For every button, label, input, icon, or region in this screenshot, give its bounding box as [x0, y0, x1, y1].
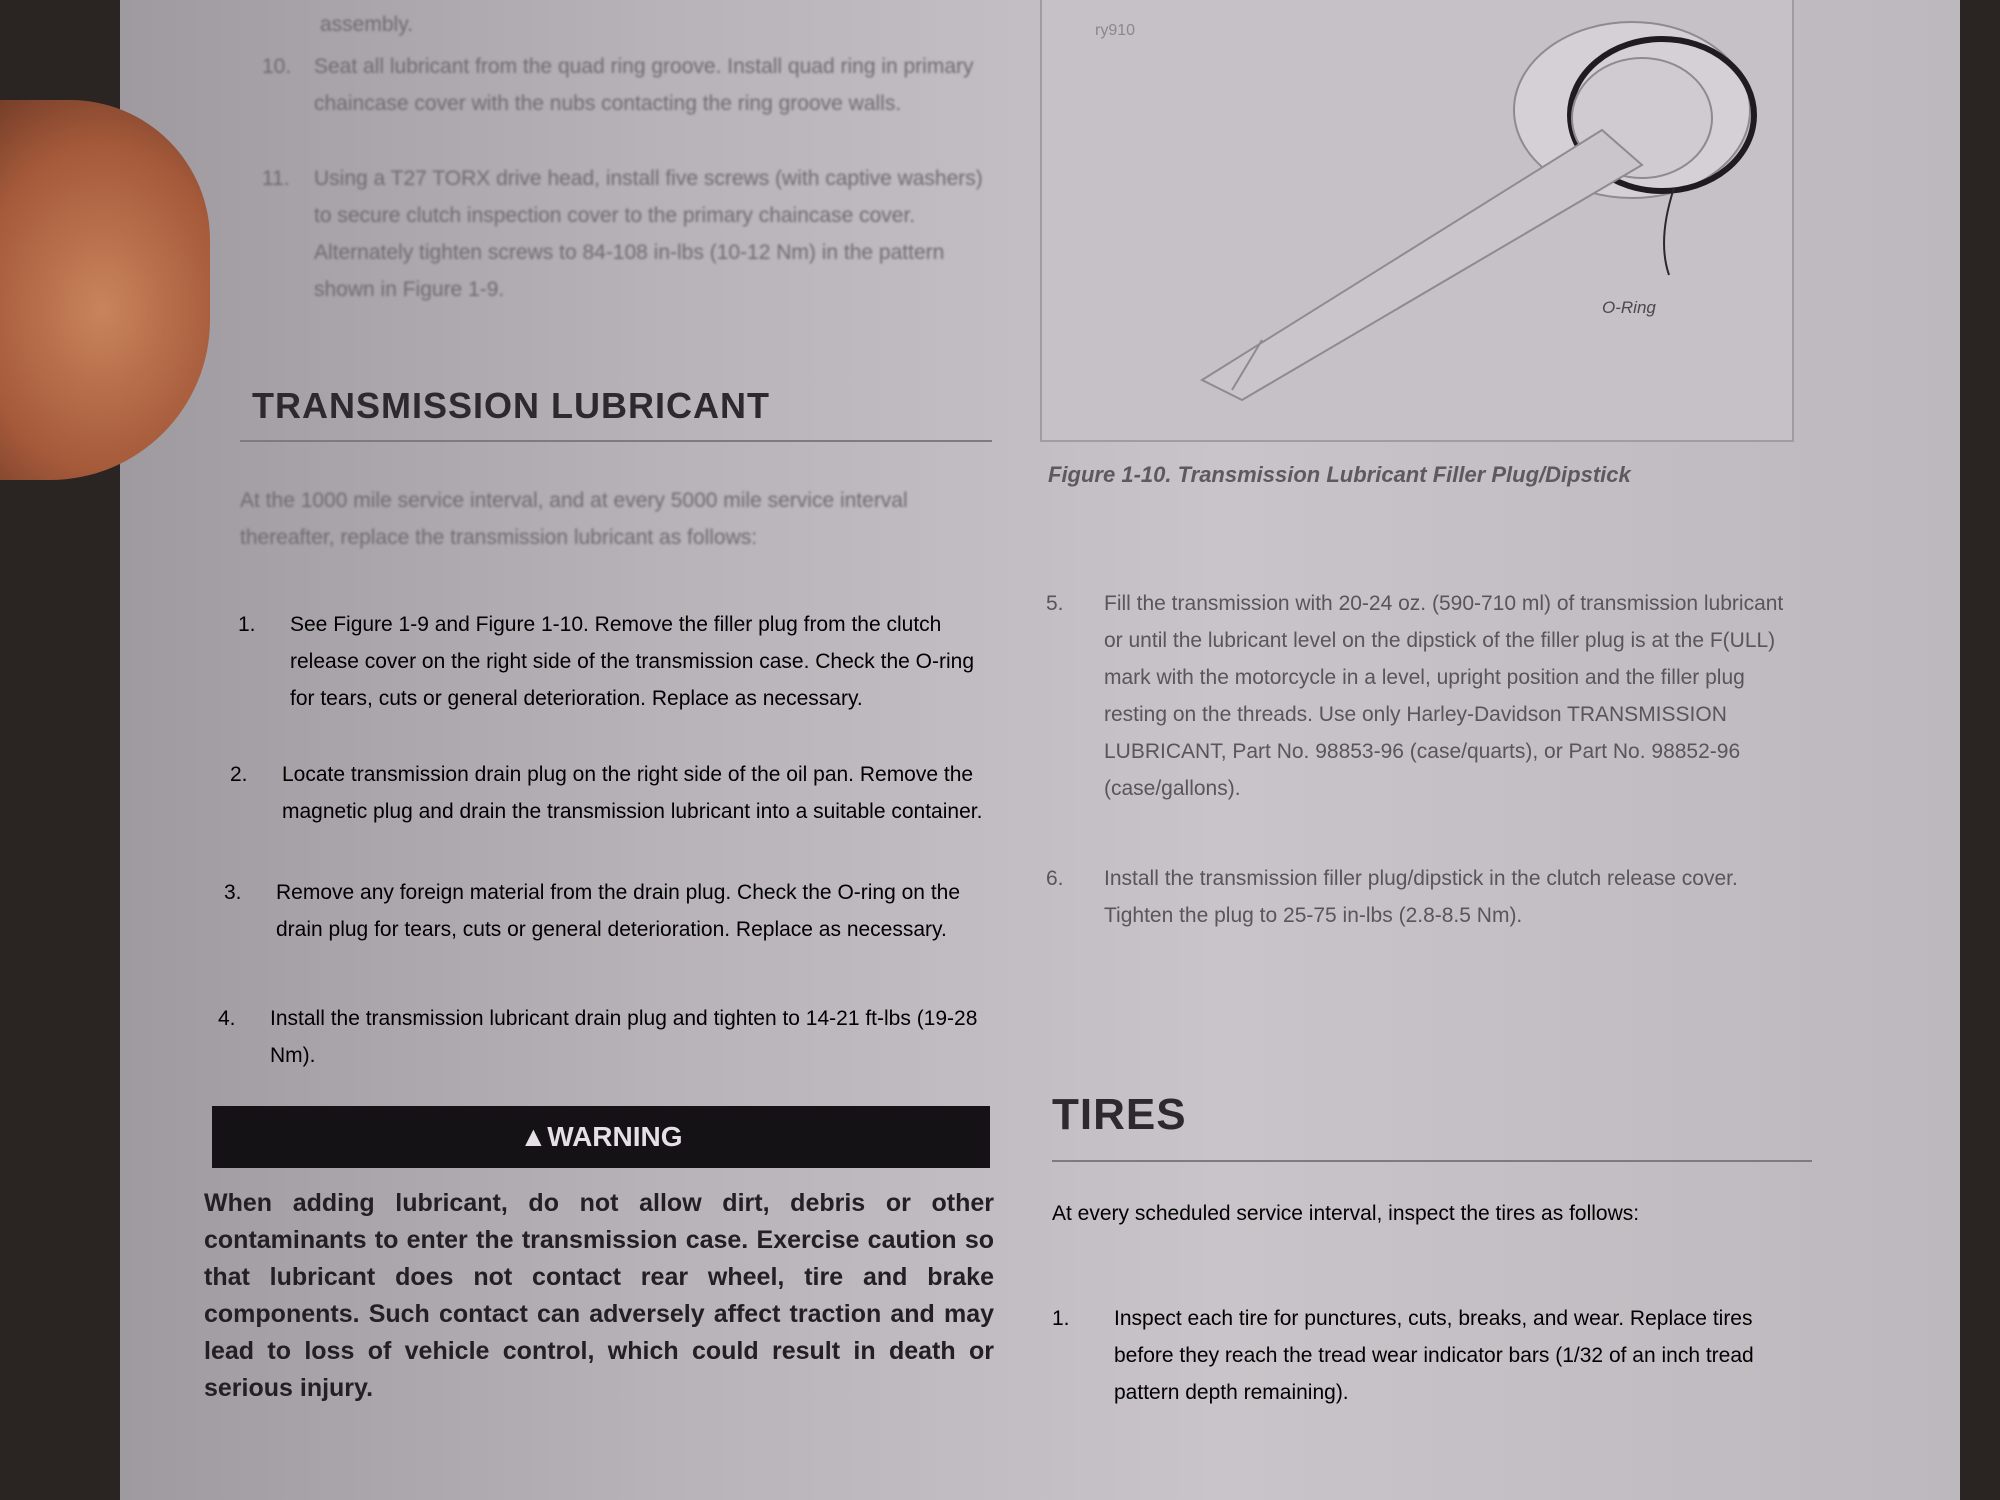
list-item — [224, 874, 990, 948]
step-text: Remove any foreign material from the drain plug. Check the O-ring on the drain plug for tears, cuts or general deterioration. Replace as necessary. — [276, 881, 961, 941]
step-text: Install the transmission lubricant drain plug and tighten to 14-21 ft-lbs (19-28 Nm). — [270, 1007, 978, 1067]
prev-step-tail — [320, 6, 770, 43]
list-item — [230, 756, 990, 830]
step-11-text: Using a T27 TORX drive head, install five screws (with captive washers) to secure clutch inspection cover to the primary chaincase cover. Alternately tighten screws to 84-108 in-lbs (10-12 Nm) in the pattern shown in Figure 1-9. — [314, 167, 983, 301]
tires-heading: TIRES — [1052, 1090, 1187, 1139]
heading-rule — [240, 440, 992, 442]
step-text: Inspect each tire for punctures, cuts, breaks, and wear. Replace tires before they reach the tread wear indicator bars (1/32 of an inch tread pattern depth remaining). — [1114, 1307, 1754, 1404]
transmission-intro-text: At the 1000 mile service interval, and at every 5000 mile service interval thereafter, replace the transmission lubricant as follows: — [240, 489, 908, 549]
figure-dipstick — [1040, 0, 1794, 442]
prev-step-tail-text: assembly. — [320, 13, 413, 36]
transmission-lubricant-heading: TRANSMISSION LUBRICANT — [252, 385, 770, 426]
step-number: 3. — [224, 881, 242, 904]
list-item — [1052, 1300, 1812, 1411]
tires-intro-text: At every scheduled service interval, inspect the tires as follows: — [1052, 1202, 1640, 1225]
step-number: 1. — [1052, 1307, 1070, 1330]
step-number: 2. — [230, 763, 248, 786]
step-number: 6. — [1046, 867, 1064, 890]
step-text: Locate transmission drain plug on the right side of the oil pan. Remove the magnetic plug and drain the transmission lubricant into a suitable container. — [282, 763, 983, 823]
list-item — [1046, 585, 1806, 807]
step-text: Install the transmission filler plug/dipstick in the clutch release cover. Tighten the plug to 25-75 in-lbs (2.8-8.5 Nm). — [1104, 867, 1738, 927]
warning-label: WARNING — [547, 1121, 683, 1152]
figure-caption: Figure 1-10. Transmission Lubricant Filler Plug/Dipstick — [1048, 462, 1631, 487]
warning-text: When adding lubricant, do not allow dirt, debris or other contaminants to enter the transmission case. Exercise caution so that lubricant does not contact rear wheel, tire and brake components. Such contact can adversely affect traction and may lead to loss of vehicle control, which could result in death or serious injury. — [204, 1189, 994, 1402]
list-item — [238, 606, 990, 717]
step-number: 1. — [238, 613, 256, 636]
step-number: 4. — [218, 1007, 236, 1030]
o-ring-callout: O-Ring — [1602, 298, 1656, 317]
step-11-number: 11. — [262, 167, 290, 190]
list-item — [1046, 860, 1806, 934]
step-number: 5. — [1046, 592, 1064, 615]
step-text: Fill the transmission with 20-24 oz. (590-710 ml) of transmission lubricant or until the lubricant level on the dipstick of the filler plug is at the F(ULL) mark with the motorcycle in a level, upright position and the filler plug resting on the threads. Use only Harley-Davidson TRANSMISSION LUBRICANT, Part No. 98853-96 (case/quarts), or Part No. 98852-96 (case/gallons). — [1104, 592, 1784, 800]
filler-plug-illustration — [1042, 0, 1792, 440]
step-11 — [262, 160, 992, 308]
tires-rule — [1052, 1160, 1812, 1162]
step-10 — [262, 48, 992, 122]
list-item — [218, 1000, 990, 1074]
step-10-text: Seat all lubricant from the quad ring groove. Install quad ring in primary chaincase cover with the nubs contacting the ring groove walls. — [314, 55, 974, 115]
figure-id-label: ry910 — [1095, 22, 1136, 39]
step-text: See Figure 1-9 and Figure 1-10. Remove the filler plug from the clutch release cover on the right side of the transmission case. Check the O-ring for tears, cuts or general deterioration. Replace as necessary. — [290, 613, 974, 710]
step-10-number: 10. — [262, 55, 292, 78]
transmission-intro — [240, 482, 992, 556]
tires-intro — [1052, 1195, 1812, 1232]
warning-triangle-icon: ▲ — [519, 1121, 548, 1152]
warning-banner — [212, 1106, 990, 1168]
